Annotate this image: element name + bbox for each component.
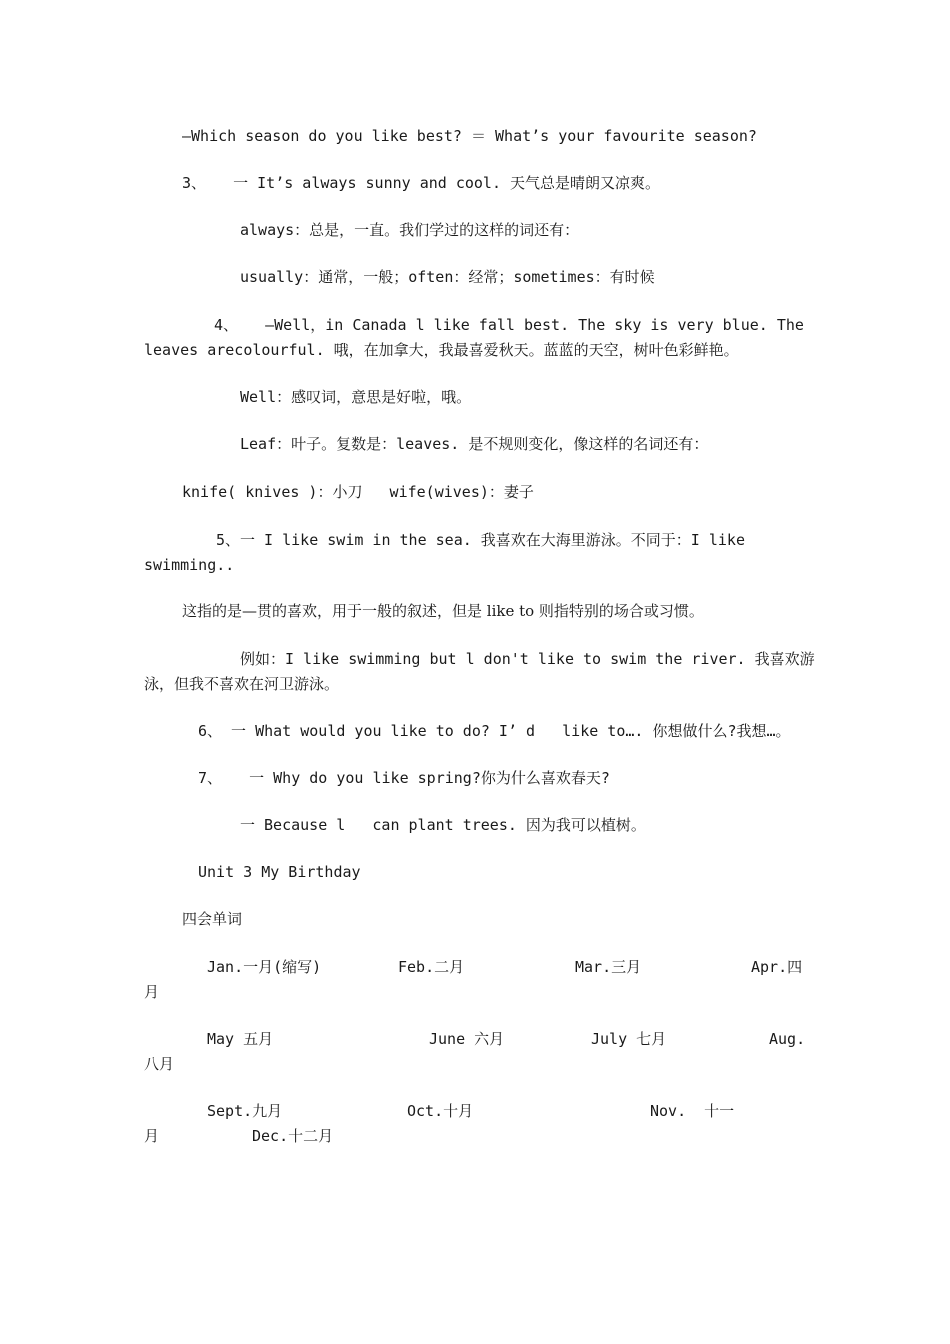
- text-line-example: 例如：I like swimming but l don't like to swim the river. 我喜欢游: [240, 650, 815, 668]
- text-line-example-cont: 泳，但我不喜欢在河卫游泳。: [144, 675, 340, 693]
- text-line-usually: usually：通常，一般；often：经常；sometimes：有时候: [240, 268, 655, 286]
- month-mar: Mar.三月: [575, 958, 642, 976]
- vocab-heading: 四会单词: [182, 910, 243, 928]
- text-line-item-4: 4、 —Well，in Canada l like fall best. The sky is very blue. The: [214, 316, 804, 334]
- text-line-item-4-cont: leaves arecolourful. 哦，在加拿大，我最喜爱秋天。蓝蓝的天空，树叶色彩鲜艳。: [144, 341, 739, 359]
- text-line-because: 一 Because l can plant trees. 因为我可以植树。: [240, 816, 646, 834]
- text-line-explanation: 这指的是—贯的喜欢，用于一般的叙述，但是 like to 则指特别的场合或习惯。: [182, 602, 704, 620]
- month-jan: Jan.一月(缩写): [207, 958, 322, 976]
- text-line-item-3: 3、 一 It’s always sunny and cool. 天气总是晴朗又凉爽。: [182, 174, 661, 192]
- month-sept: Sept.九月: [207, 1102, 283, 1120]
- text-line-knife: knife( knives )：小刀 wife(wives)：妻子: [182, 483, 534, 501]
- month-aug: Aug.: [769, 1030, 806, 1048]
- month-apr: Apr.四: [751, 958, 803, 976]
- unit-heading: Unit 3 My Birthday: [198, 863, 361, 881]
- text-line-item-7: 7、 一 Why do you like spring?你为什么喜欢春天?: [198, 769, 610, 787]
- month-may: May 五月: [207, 1030, 274, 1048]
- text-line-item-6: 6、 一 What would you like to do? I’ d like to…. 你想做什么?我想…。: [198, 722, 791, 740]
- month-oct: Oct.十月: [407, 1102, 474, 1120]
- month-nov: Nov. 十一: [650, 1102, 735, 1120]
- month-july: July 七月: [591, 1030, 667, 1048]
- text-line-item-5: 5、一 I like swim in the sea. 我喜欢在大海里游泳。不同于：I like: [216, 531, 745, 549]
- text-line-item-5-cont: swimming..: [144, 556, 235, 574]
- text-line-well: Well：感叹词，意思是好啦，哦。: [240, 388, 472, 406]
- month-aug-wrap: 八月: [144, 1055, 175, 1073]
- text-line-question-season: —Which season do you like best? ＝ What’s your favourite season?: [182, 127, 757, 145]
- month-dec: Dec.十二月: [252, 1127, 334, 1145]
- month-feb: Feb.二月: [398, 958, 465, 976]
- month-nov-wrap: 月: [144, 1127, 160, 1145]
- text-line-always: always：总是，一直。我们学过的这样的词还有：: [240, 221, 580, 239]
- month-apr-wrap: 月: [144, 983, 160, 1001]
- text-line-leaf: Leaf：叶子。复数是：leaves. 是不规则变化，像这样的名词还有：: [240, 435, 709, 453]
- month-june: June 六月: [429, 1030, 505, 1048]
